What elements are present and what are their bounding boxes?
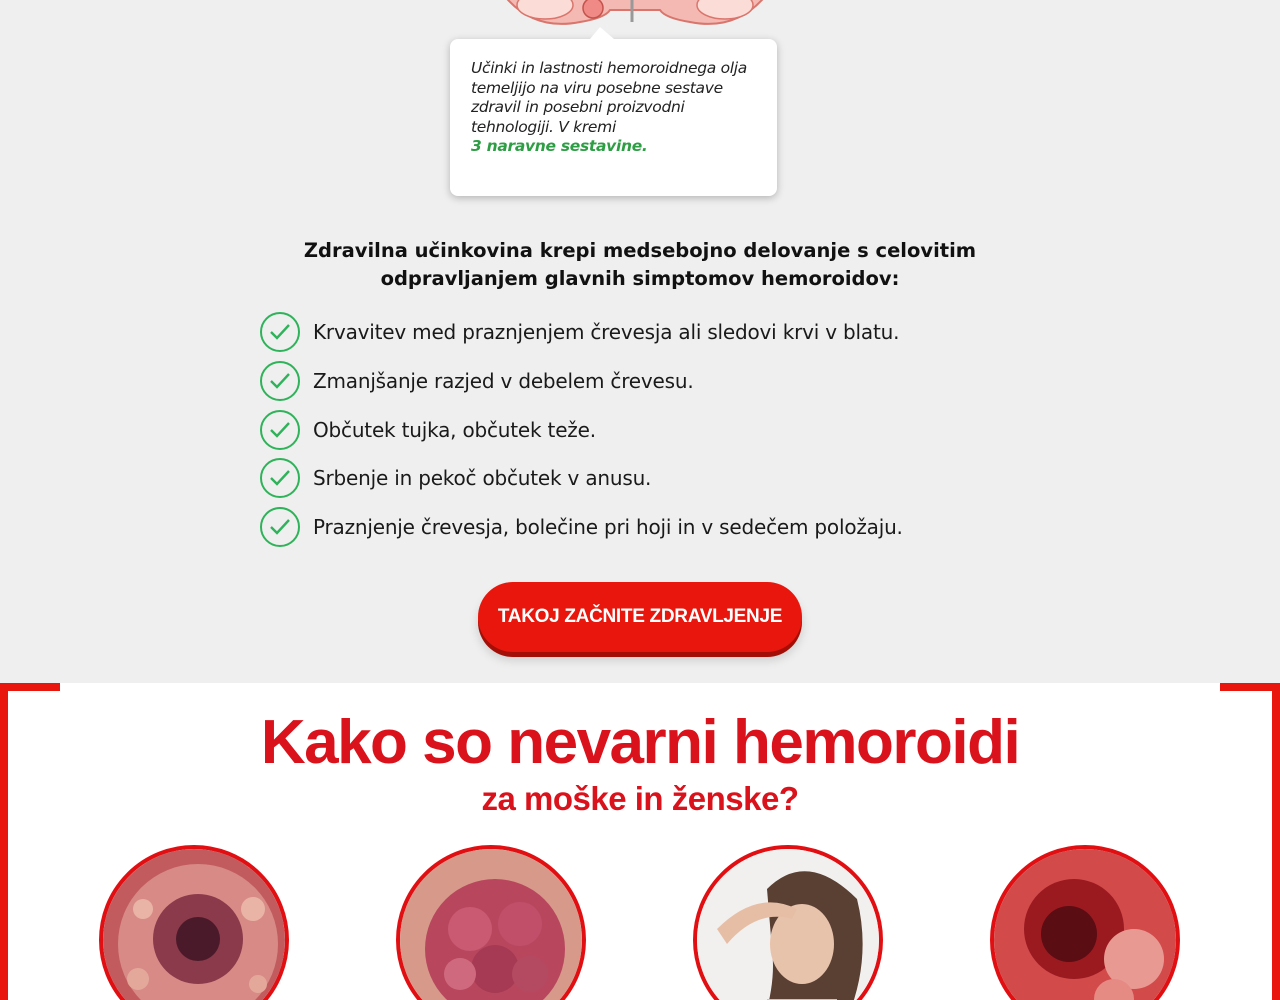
- symptom-text: Praznjenje črevesja, bolečine pri hoji in v sedečem položaju.: [313, 515, 903, 540]
- list-item: [260, 503, 1020, 552]
- anatomy-illustration: [490, 0, 780, 30]
- bubble-text: Učinki in lastnosti hemoroidnega olja temeljijo na viru posebne sestave zdravil in posebni proizvodni tehnologiji. V kremi 3 naravne sestavine.: [471, 59, 747, 155]
- list-item: [260, 405, 1020, 454]
- list-item: [260, 454, 1020, 503]
- danger-title: Kako so nevarni hemoroidi: [260, 708, 1020, 777]
- bubble-highlight: 3 naravne sestavine.: [471, 137, 648, 155]
- list-item: [260, 357, 1020, 406]
- info-bubble: [450, 39, 777, 196]
- symptom-text: Občutek tujka, občutek teže.: [313, 417, 596, 442]
- intro-line-2: odpravljanjem glavnih simptomov hemoroidov:: [380, 267, 900, 290]
- symptom-text: Srbenje in pekoč občutek v anusu.: [313, 466, 652, 491]
- start-treatment-button[interactable]: TAKOJ ZAČNITE ZDRAVLJENJE: [478, 582, 802, 652]
- danger-subtitle: za moške in ženske?: [481, 780, 799, 817]
- check-icon: [260, 361, 300, 401]
- intro-line-1: Zdravilna učinkovina krepi medsebojno delovanje s celovitim: [303, 239, 977, 262]
- check-icon: [260, 458, 300, 498]
- symptom-text: Krvavitev med praznjenjem črevesja ali sledovi krvi v blatu.: [313, 320, 900, 345]
- symptom-list: [260, 308, 1020, 551]
- intro-heading: [0, 237, 1280, 293]
- check-icon: [260, 410, 300, 450]
- check-icon: [260, 312, 300, 352]
- list-item: [260, 308, 1020, 357]
- check-icon: [260, 507, 300, 547]
- symptom-text: Zmanjšanje razjed v debelem črevesu.: [313, 369, 694, 394]
